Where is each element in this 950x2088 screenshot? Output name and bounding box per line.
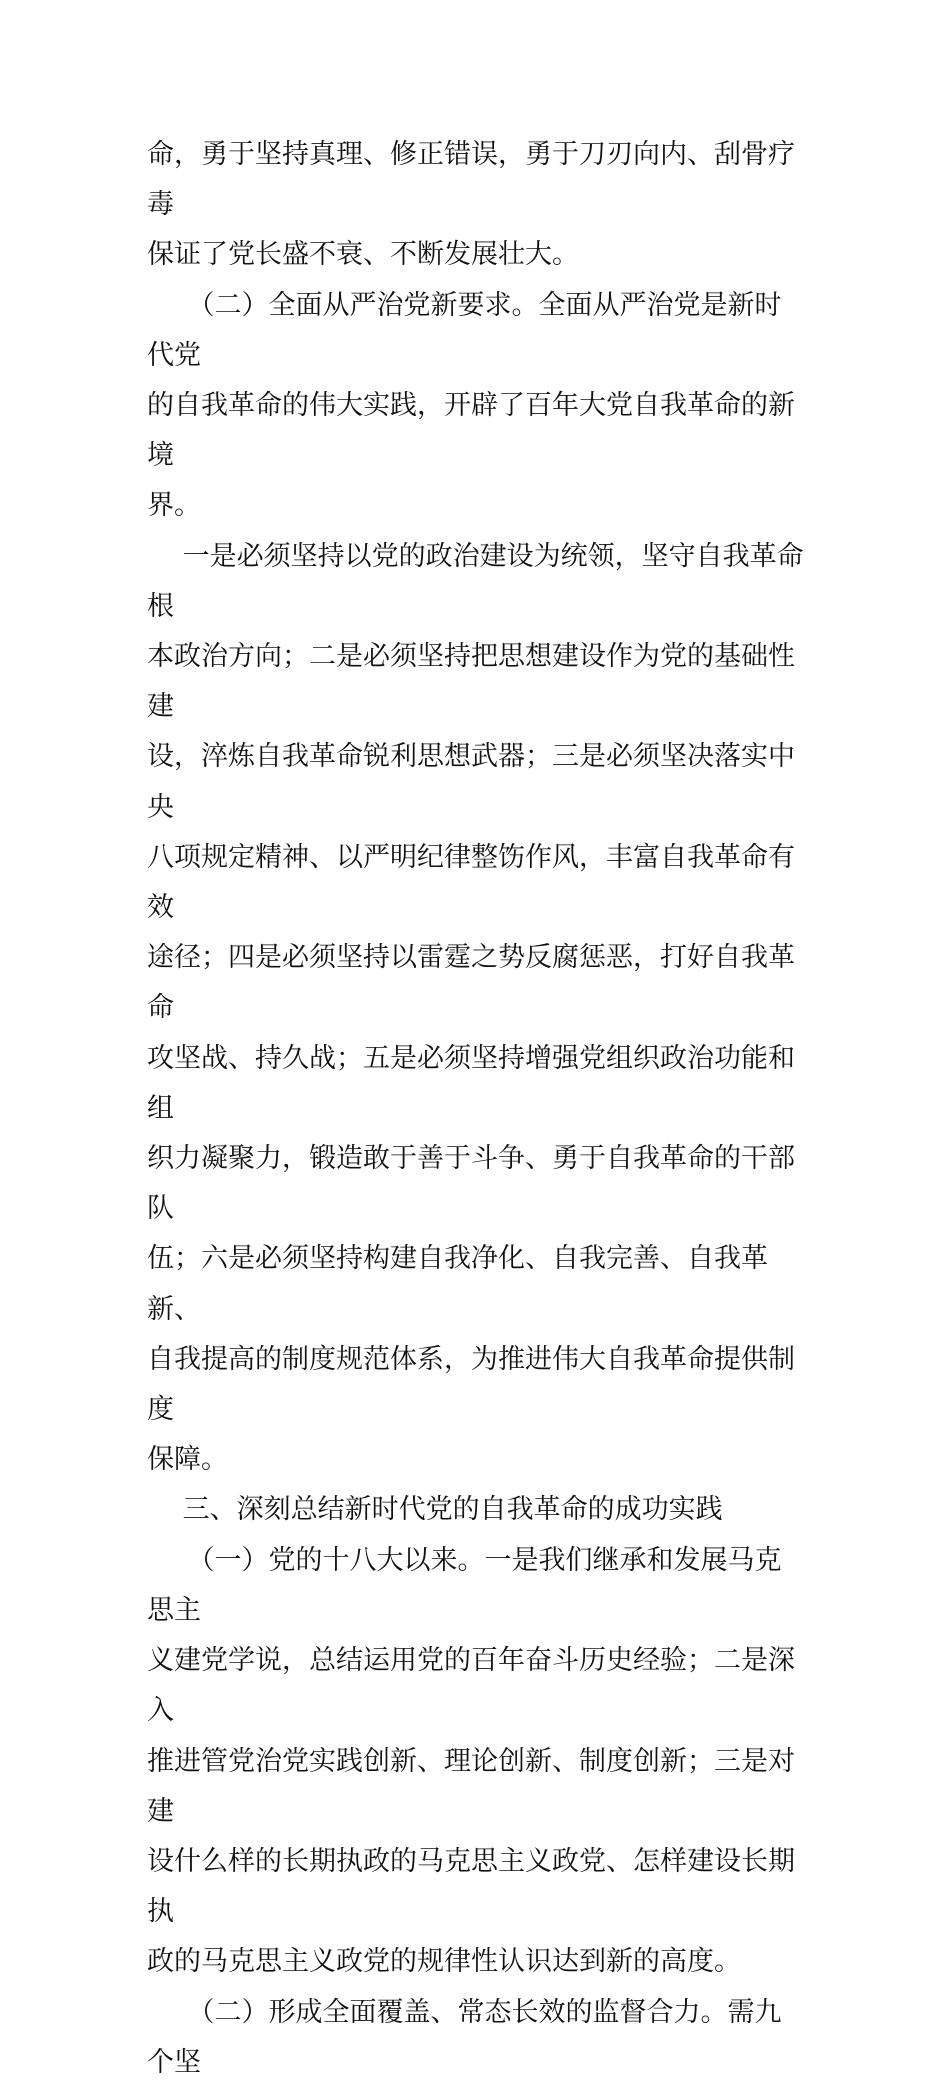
paragraph-4: （一）党的十八大以来。一是我们继承和发展马克思主 义建党学说，总结运用党的百年奋斗历史经验；二是深入 推进管党治党实践创新、理论创新、制度创新；三是对建 设什么样的长期执政的马克思主义政党、怎样建设长期执 政的马克思主义政党的规律性认识达到新的高度。	[147, 1544, 795, 1978]
paragraph-2: （二）全面从严治党新要求。全面从严治党是新时代党 的自我革命的伟大实践，开辟了百年大党自我革命的新境 界。	[147, 289, 795, 522]
paragraph-1: 命，勇于坚持真理、修正错误，勇于刀刃向内、刮骨疗毒 保证了党长盛不衰、不断发展壮大。	[147, 139, 795, 271]
paragraph-3: 一是必须坚持以党的政治建设为统领，坚守自我革命根 本政治方向；二是必须坚持把思想建设作为党的基础性建 设，淬炼自我革命锐利思想武器；三是必须坚决落实中央 八项规定精神、以严明纪律整饬作风，丰富自我革命有效 途径；四是必须坚持以雷霆之势反腐惩恶，打好自我革命 攻坚战、持久战；五是必须坚持增强党组织政治功能和组 织力凝聚力，锻造敢于善于斗争、勇于自我革命的干部队 伍；六是必须坚持构建自我净化、自我完善、自我革新、 自我提高的制度规范体系，为推进伟大自我革命提供制度 保障。	[147, 540, 804, 1476]
section-heading: 三、深刻总结新时代党的自我革命的成功实践	[147, 1494, 723, 1526]
paragraph-5: （二）形成全面覆盖、常态长效的监督合力。需九个坚	[147, 1996, 782, 2078]
document-body	[147, 130, 807, 2088]
